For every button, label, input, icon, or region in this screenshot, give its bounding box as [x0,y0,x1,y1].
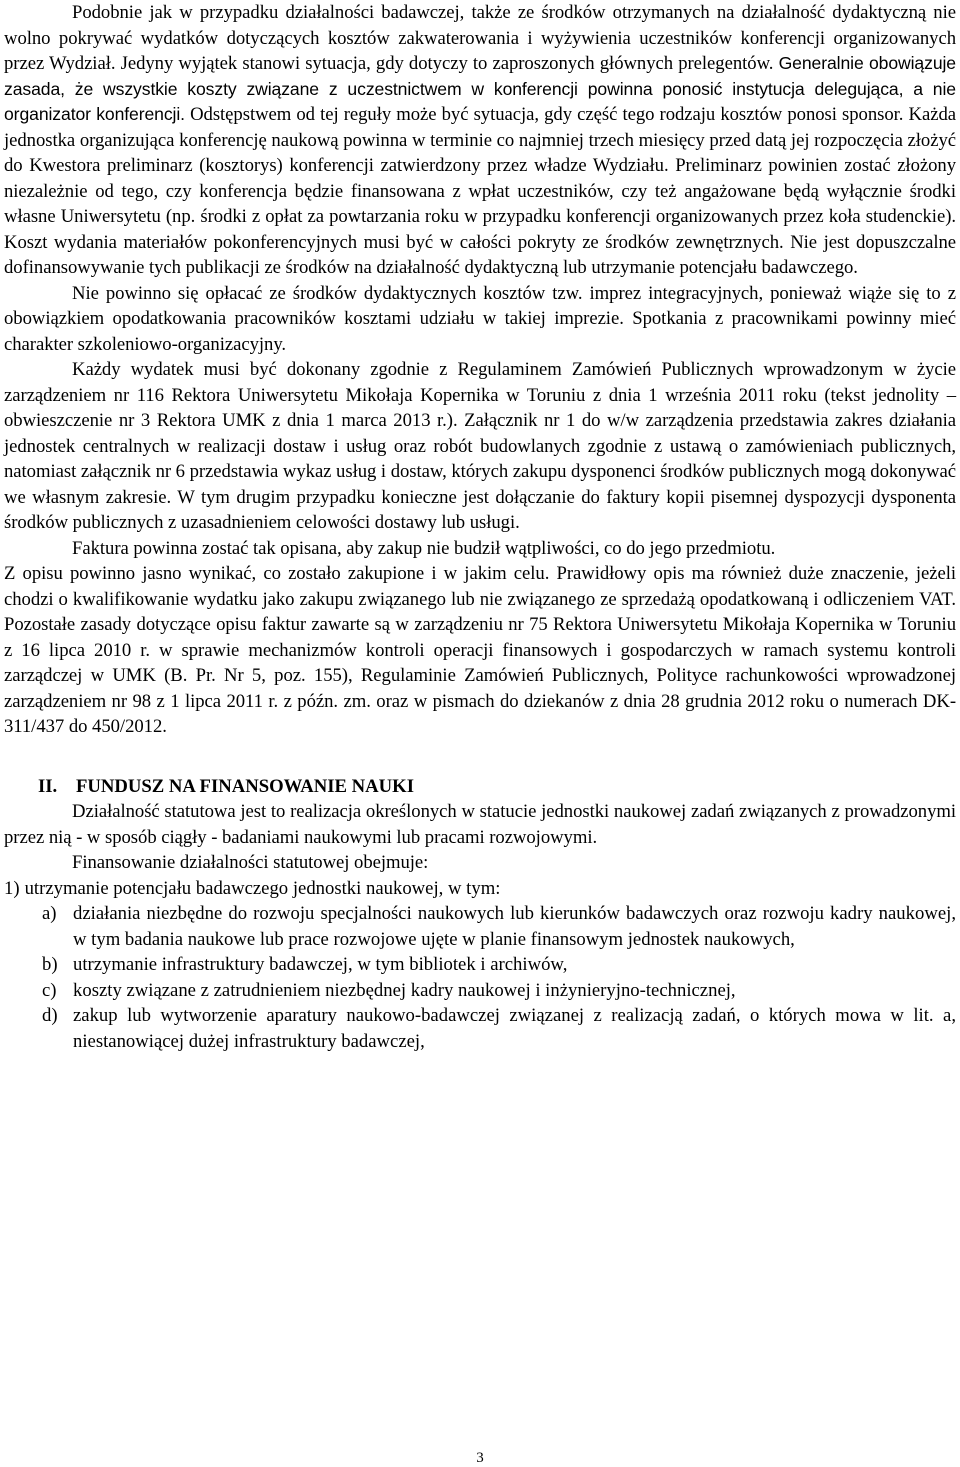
paragraph-invoice-description: Faktura powinna zostać tak opisana, aby zakup nie budził wątpliwości, co do jego przedmiotu. [72,537,776,559]
sub-list-item-text: działania niezbędne do rozwoju specjalności naukowych lub kierunków badawczych oraz rozwoju kadry naukowej, w tym badania naukowe lub prace rozwojowe ujęte w planie finansowym jednostek naukowych, [73,903,956,950]
sub-list-item-label: b) [42,954,58,975]
paragraph-integration-events: Nie powinno się opłacać ze środków dydaktycznych kosztów tzw. imprez integracyjnych, ponieważ wiąże się to z obowiązkiem opodatkowania pracowników kosztami udziału w takiej imprezie. Spotkania z pracownikami powinny mieć charakter szkoleniowo-organizacyjny. [4,282,956,355]
list-item-text: utrzymanie potencjału badawczego jednostki naukowej, w tym: [24,877,501,899]
page-number: 3 [476,1450,484,1466]
paragraph-invoice-rules: Z opisu powinno jasno wynikać, co zostało zakupione i w jakim celu. Prawidłowy opis ma również duże znaczenie, jeżeli chodzi o kwalifikowanie wydatku jako zakupu związanego lub nie związanego ze sprzedażą opodatkowaną i odliczeniem VAT. Pozostałe zasady dotyczące opisu faktur zawarte są w zarządzeniu nr 75 Rektora Uniwersytetu Mikołaja Kopernika w Toruniu z 16 lipca 2010 r. w sprawie mechanizmów kontroli operacji finansowych i gospodarczych w ramach systemu kontroli zarządczej w UMK (B. Pr. Nr 5, poz. 155), Regulaminie Zamówień Publicznych, Polityce rachunkowości wprowadzonej zarządzeniem nr 98 z 1 lipca 2011 r. z późn. zm. oraz w pismach do dziekanów z dnia 28 grudnia 2012 roku o numerach DK-311/437 do 450/2012. [4,563,956,737]
paragraph-text: Podobnie jak w przypadku działalności badawczej, także ze środków otrzymanych na działalność dydaktyczną nie wolno pokrywać wydatków dotyczących kosztów zakwaterowania i wyżywienia uczestników konferencji organizowanych przez Wydział. Jedyny wyjątek stanowi sytuacja, gdy dotyczy to zaproszonych głównych prelegentów. [4,2,956,74]
paragraph-statutory-activity: Działalność statutowa jest to realizacja określonych w statucie jednostki naukowej zadań związanych z prowadzonymi przez nią - w sposób ciągły - badaniami naukowymi lub pracami rozwojowymi. [4,801,956,848]
paragraph-text-sans: Generalnie obowiązuje zasada, że wszystkie koszty związane z uczestnictwem w konferencji powinna ponosić instytucja delegująca, a nie organizator konferencji. [4,53,956,124]
section-heading [4,774,956,800]
sub-list-item-label: a) [42,903,57,924]
sub-list-item-label: c) [42,979,57,1001]
section-number: II. [38,775,58,797]
sub-list-item-text: koszty związane z zatrudnieniem niezbędnej kadry naukowej i inżynieryjno-technicznej, [73,979,736,1001]
sub-list-item-label: d) [42,1005,58,1026]
sub-list-item-text: zakup lub wytworzenie aparatury naukowo-badawczej związanej z realizacją zadań, o których mowa w lit. a, niestanowiącej dużej infrastruktury badawczej, [73,1005,956,1052]
sub-list-item-text: utrzymanie infrastruktury badawczej, w tym bibliotek i archiwów, [73,954,568,975]
list-item [4,876,956,902]
paragraph-financing-intro: Finansowanie działalności statutowej obejmuje: [72,852,429,873]
paragraph-conference-costs [4,0,956,281]
document-page [4,0,956,1054]
paragraph-public-procurement: Każdy wydatek musi być dokonany zgodnie z Regulaminem Zamówień Publicznych wprowadzonym w życie zarządzeniem nr 116 Rektora Uniwersytetu Mikołaja Kopernika w Toruniu z dnia 1 września 2011 roku (tekst jednolity – obwieszczenie nr 3 Rektora UMK z dnia 1 marca 2013 r.). Załącznik nr 1 do w/w zarządzenia przedstawia zakres działania jednostek centralnych w realizacji dostaw i usług oraz robót budowlanych zgodnie z ustawą o zamówieniach publicznych, natomiast załącznik nr 6 przedstawia wykaz usług i dostaw, których zakupu dysponenci środków publicznych mogą dokonywać we własnym zakresie. W tym drugim przypadku konieczne jest dołączanie do faktury kopii pisemnej dyspozycji dysponenta środków publicznych z uzasadnieniem celowości dostawy lub usługi. [4,359,956,533]
list-item-label: 1) [4,877,20,899]
sub-list-item [4,901,956,952]
sub-list-item [4,952,956,978]
paragraph-text: Odstępstwem od tej reguły może być sytuacja, gdy część tego rodzaju kosztów ponosi sponsor. Każda jednostka organizująca konferencję naukową powinna w terminie co najmniej trzech miesięcy przed datą jej rozpoczęcia złożyć do Kwestora preliminarz (kosztorys) konferencji zatwierdzony przez władze Wydziału. Preliminarz powinien zostać złożony niezależnie od tego, czy konferencja będzie finansowana z wpłat uczestników, czy też angażowane będą wyłącznie środki własne Uniwersytetu (np. środki z opłat za powtarzania roku w przypadku konferencji organizowanych przez koła studenckie). Koszt wydania materiałów pokonferencyjnych musi być w całości pokryty ze środków zewnętrznych. Nie jest dopuszczalne dofinansowywanie tych publikacji ze środków na działalność dydaktyczną lub utrzymanie potencjału badawczego. [4,104,956,278]
sub-list-item [4,1003,956,1054]
section-title: FUNDUSZ NA FINANSOWANIE NAUKI [76,775,414,797]
sub-list-item [4,978,956,1004]
